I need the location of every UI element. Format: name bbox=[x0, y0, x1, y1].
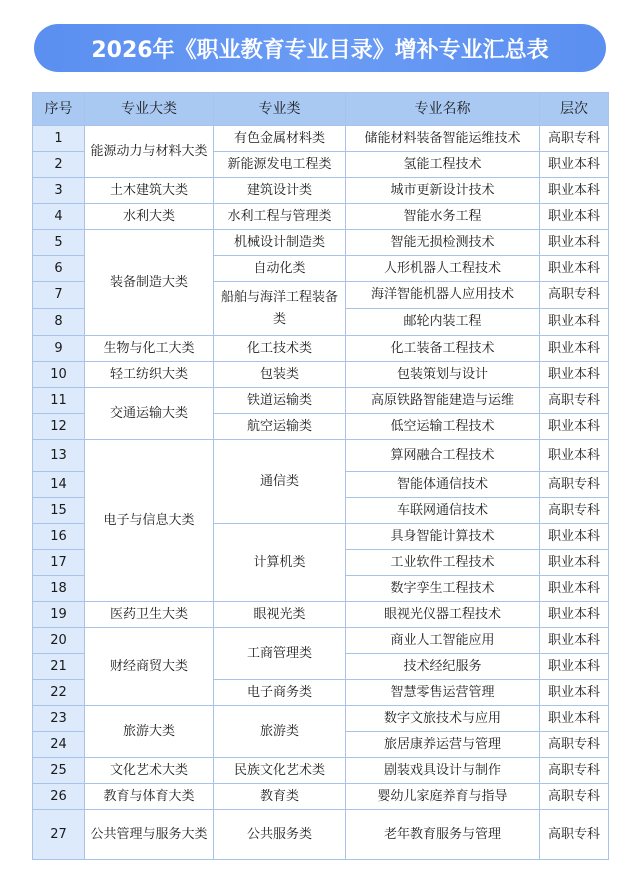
row-number: 22 bbox=[33, 680, 85, 706]
category-cell: 有色金属材料类 bbox=[214, 126, 346, 152]
category-cell: 教育类 bbox=[214, 784, 346, 810]
category-cell: 眼视光类 bbox=[214, 602, 346, 628]
row-number: 13 bbox=[33, 440, 85, 472]
level-cell: 高职专科 bbox=[540, 126, 609, 152]
level-cell: 职业本科 bbox=[540, 362, 609, 388]
specialty-name-cell: 智能体通信技术 bbox=[346, 472, 540, 498]
specialty-name-cell: 老年教育服务与管理 bbox=[346, 810, 540, 860]
specialty-table bbox=[32, 92, 609, 860]
major-category-cell: 水利大类 bbox=[85, 204, 214, 230]
specialty-name-cell: 眼视光仪器工程技术 bbox=[346, 602, 540, 628]
row-number: 27 bbox=[33, 810, 85, 860]
major-category-cell: 文化艺术大类 bbox=[85, 758, 214, 784]
row-number: 2 bbox=[33, 152, 85, 178]
category-cell: 建筑设计类 bbox=[214, 178, 346, 204]
table-row bbox=[33, 336, 609, 362]
category-cell: 公共服务类 bbox=[214, 810, 346, 860]
specialty-name-cell: 人形机器人工程技术 bbox=[346, 256, 540, 282]
category-cell: 民族文化艺术类 bbox=[214, 758, 346, 784]
level-cell: 职业本科 bbox=[540, 602, 609, 628]
level-cell: 职业本科 bbox=[540, 336, 609, 362]
row-number: 9 bbox=[33, 336, 85, 362]
table-row bbox=[33, 362, 609, 388]
level-cell: 职业本科 bbox=[540, 550, 609, 576]
specialty-name-cell: 城市更新设计技术 bbox=[346, 178, 540, 204]
row-number: 16 bbox=[33, 524, 85, 550]
row-number: 26 bbox=[33, 784, 85, 810]
level-cell: 职业本科 bbox=[540, 576, 609, 602]
row-number: 20 bbox=[33, 628, 85, 654]
specialty-name-cell: 海洋智能机器人应用技术 bbox=[346, 282, 540, 309]
level-cell: 高职专科 bbox=[540, 282, 609, 309]
row-number: 8 bbox=[33, 309, 85, 336]
specialty-name-cell: 高原铁路智能建造与运维 bbox=[346, 388, 540, 414]
level-cell: 职业本科 bbox=[540, 628, 609, 654]
category-cell: 工商管理类 bbox=[214, 628, 346, 680]
major-category-cell: 财经商贸大类 bbox=[85, 628, 214, 706]
major-category-cell: 医药卫生大类 bbox=[85, 602, 214, 628]
major-category-cell: 旅游大类 bbox=[85, 706, 214, 758]
major-category-cell: 装备制造大类 bbox=[85, 230, 214, 336]
table-row bbox=[33, 178, 609, 204]
level-cell: 高职专科 bbox=[540, 732, 609, 758]
specialty-name-cell: 氢能工程技术 bbox=[346, 152, 540, 178]
level-cell: 职业本科 bbox=[540, 706, 609, 732]
level-cell: 高职专科 bbox=[540, 784, 609, 810]
category-cell: 水利工程与管理类 bbox=[214, 204, 346, 230]
major-category-cell: 公共管理与服务大类 bbox=[85, 810, 214, 860]
specialty-name-cell: 包装策划与设计 bbox=[346, 362, 540, 388]
level-cell: 高职专科 bbox=[540, 498, 609, 524]
row-number: 4 bbox=[33, 204, 85, 230]
category-cell: 航空运输类 bbox=[214, 414, 346, 440]
table-row bbox=[33, 230, 609, 256]
level-cell: 职业本科 bbox=[540, 440, 609, 472]
major-category-cell: 土木建筑大类 bbox=[85, 178, 214, 204]
row-number: 23 bbox=[33, 706, 85, 732]
level-cell: 职业本科 bbox=[540, 256, 609, 282]
row-number: 19 bbox=[33, 602, 85, 628]
level-cell: 高职专科 bbox=[540, 810, 609, 860]
table-row bbox=[33, 602, 609, 628]
specialty-name-cell: 智能无损检测技术 bbox=[346, 230, 540, 256]
category-cell: 铁道运输类 bbox=[214, 388, 346, 414]
row-number: 14 bbox=[33, 472, 85, 498]
major-category-cell: 轻工纺织大类 bbox=[85, 362, 214, 388]
row-number: 5 bbox=[33, 230, 85, 256]
specialty-name-cell: 智能水务工程 bbox=[346, 204, 540, 230]
specialty-name-cell: 婴幼儿家庭养育与指导 bbox=[346, 784, 540, 810]
table-row bbox=[33, 440, 609, 472]
row-number: 15 bbox=[33, 498, 85, 524]
specialty-name-cell: 算网融合工程技术 bbox=[346, 440, 540, 472]
row-number: 10 bbox=[33, 362, 85, 388]
category-cell: 化工技术类 bbox=[214, 336, 346, 362]
level-cell: 高职专科 bbox=[540, 472, 609, 498]
table-row bbox=[33, 204, 609, 230]
level-cell: 职业本科 bbox=[540, 152, 609, 178]
row-number: 1 bbox=[33, 126, 85, 152]
header-specialty-name: 专业名称 bbox=[346, 93, 540, 126]
major-category-cell: 生物与化工大类 bbox=[85, 336, 214, 362]
major-category-cell: 教育与体育大类 bbox=[85, 784, 214, 810]
category-cell: 新能源发电工程类 bbox=[214, 152, 346, 178]
specialty-name-cell: 智慧零售运营管理 bbox=[346, 680, 540, 706]
specialty-name-cell: 数字文旅技术与应用 bbox=[346, 706, 540, 732]
header-category: 专业类 bbox=[214, 93, 346, 126]
header-major-category: 专业大类 bbox=[85, 93, 214, 126]
category-cell: 计算机类 bbox=[214, 524, 346, 602]
category-cell: 包装类 bbox=[214, 362, 346, 388]
level-cell: 高职专科 bbox=[540, 758, 609, 784]
level-cell: 职业本科 bbox=[540, 230, 609, 256]
category-cell: 船舶与海洋工程装备类 bbox=[214, 282, 346, 336]
level-cell: 高职专科 bbox=[540, 388, 609, 414]
level-cell: 职业本科 bbox=[540, 654, 609, 680]
specialty-name-cell: 低空运输工程技术 bbox=[346, 414, 540, 440]
page-title: 2026年《职业教育专业目录》增补专业汇总表 bbox=[34, 24, 606, 72]
specialty-name-cell: 具身智能计算技术 bbox=[346, 524, 540, 550]
table-header-row bbox=[33, 93, 609, 126]
level-cell: 职业本科 bbox=[540, 204, 609, 230]
level-cell: 职业本科 bbox=[540, 414, 609, 440]
major-category-cell: 能源动力与材料大类 bbox=[85, 126, 214, 178]
row-number: 3 bbox=[33, 178, 85, 204]
level-cell: 职业本科 bbox=[540, 524, 609, 550]
specialty-name-cell: 储能材料装备智能运维技术 bbox=[346, 126, 540, 152]
row-number: 21 bbox=[33, 654, 85, 680]
header-seq: 序号 bbox=[33, 93, 85, 126]
specialty-name-cell: 旅居康养运营与管理 bbox=[346, 732, 540, 758]
table-row bbox=[33, 784, 609, 810]
row-number: 6 bbox=[33, 256, 85, 282]
row-number: 17 bbox=[33, 550, 85, 576]
specialty-name-cell: 技术经纪服务 bbox=[346, 654, 540, 680]
category-cell: 旅游类 bbox=[214, 706, 346, 758]
table-row bbox=[33, 810, 609, 860]
row-number: 18 bbox=[33, 576, 85, 602]
category-cell: 机械设计制造类 bbox=[214, 230, 346, 256]
specialty-name-cell: 剧装戏具设计与制作 bbox=[346, 758, 540, 784]
row-number: 7 bbox=[33, 282, 85, 309]
table-row bbox=[33, 758, 609, 784]
table-row bbox=[33, 706, 609, 732]
level-cell: 职业本科 bbox=[540, 178, 609, 204]
major-category-cell: 交通运输大类 bbox=[85, 388, 214, 440]
table-row bbox=[33, 388, 609, 414]
header-level: 层次 bbox=[540, 93, 609, 126]
major-category-cell: 电子与信息大类 bbox=[85, 440, 214, 602]
specialty-name-cell: 化工装备工程技术 bbox=[346, 336, 540, 362]
table-row bbox=[33, 628, 609, 654]
specialty-name-cell: 邮轮内装工程 bbox=[346, 309, 540, 336]
row-number: 24 bbox=[33, 732, 85, 758]
row-number: 25 bbox=[33, 758, 85, 784]
level-cell: 职业本科 bbox=[540, 309, 609, 336]
table-row bbox=[33, 126, 609, 152]
specialty-name-cell: 工业软件工程技术 bbox=[346, 550, 540, 576]
specialty-name-cell: 商业人工智能应用 bbox=[346, 628, 540, 654]
level-cell: 职业本科 bbox=[540, 680, 609, 706]
category-cell: 自动化类 bbox=[214, 256, 346, 282]
row-number: 11 bbox=[33, 388, 85, 414]
row-number: 12 bbox=[33, 414, 85, 440]
category-cell: 电子商务类 bbox=[214, 680, 346, 706]
specialty-name-cell: 数字孪生工程技术 bbox=[346, 576, 540, 602]
category-cell: 通信类 bbox=[214, 440, 346, 524]
specialty-name-cell: 车联网通信技术 bbox=[346, 498, 540, 524]
